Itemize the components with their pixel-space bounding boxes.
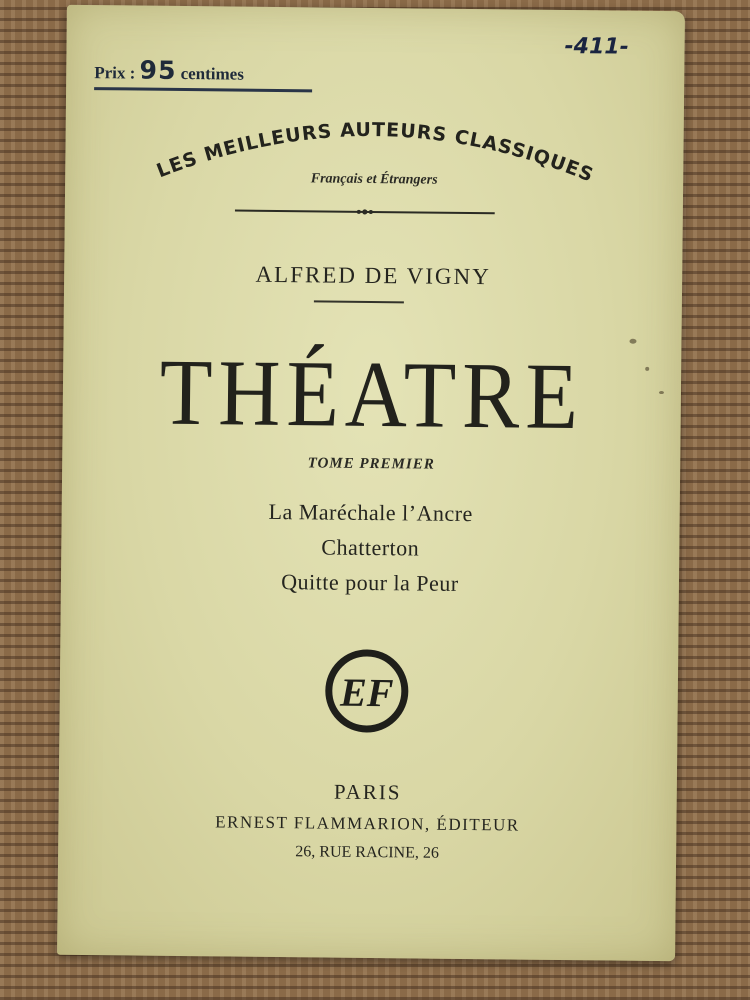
paper-stain [659,391,664,394]
author-name: ALFRED DE VIGNY [255,261,491,290]
author-divider [314,300,404,302]
price-prefix: Prix : [94,63,136,83]
monogram-letters: EF [339,669,394,716]
ef-monogram-icon [323,648,410,735]
imprint-city: PARIS [333,779,402,805]
paper-stain [645,367,649,371]
paper-stain [629,339,636,344]
price-value: 95 [139,55,177,85]
series-subtitle: Français et Étrangers [310,171,438,188]
series-title-arc [125,103,626,218]
play-title: Chatterton [321,534,420,561]
series-title: LES MEILLEURS AUTEURS CLASSIQUES [153,118,598,187]
volume-label: TOME PREMIER [307,455,435,473]
play-title: Quitte pour la Peur [281,569,459,596]
price-label [94,55,244,86]
book-title: THÉATRE [159,338,585,450]
imprint-publisher: ERNEST FLAMMARION, ÉDITEUR [215,812,520,835]
catalog-number: -411- [564,34,629,60]
play-title: La Maréchale l’Ancre [268,498,473,527]
imprint-address: 26, RUE RACINE, 26 [295,843,439,862]
price-unit: centimes [180,63,245,84]
book-cover [57,5,685,961]
ornamental-rule [235,205,495,220]
price-underline [94,87,312,92]
